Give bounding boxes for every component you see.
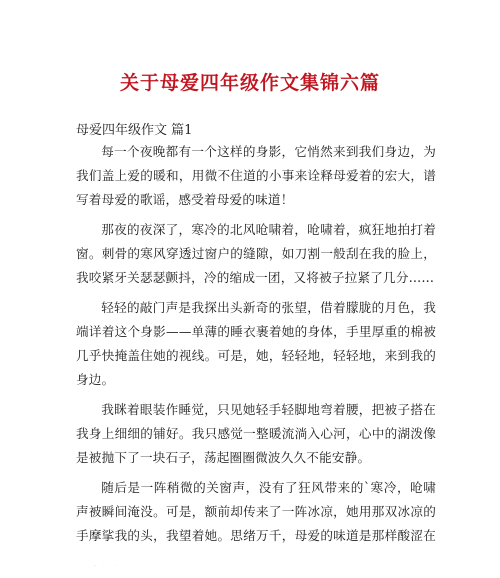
paragraph: 轻轻的敲门声是我探出头新奇的张望，借着朦胧的月色，我端详着这个身影——单薄的睡衣裹着她的身体，手里厚重的棉被几乎快掩盖住她的视线。可是，她，轻轻地，轻轻地，来到我的身边。 (76, 300, 436, 387)
paragraph: 那夜的夜深了，寒冷的北风呛啸着，呛啸着，疯狂地拍打着窗。刺骨的寒风穿透过窗户的缝隙，如刀割一般刮在我的脸上，我咬紧牙关瑟瑟颤抖，冷的缩成一团，又将被子拉紧了几分…… (76, 222, 436, 285)
article-body (76, 140, 436, 578)
paragraph: 每一个夜晚都有一个这样的身影，它悄然来到我们身边，为我们盖上爱的暖和，用微不住道的小事来诠释母爱着的宏大，谱写着母爱的歌谣，感受着母爱的味道！ (76, 144, 436, 207)
document-title: 关于母爱四年级作文集锦六篇 (119, 72, 380, 94)
paragraph: 随后是一阵稍微的关窗声，没有了狂风带来的`寒冷，呛啸声被瞬间淹没。可是，额前却传来了一阵冰凉，她用那双冰凉的手摩挲我的头，我望着她。思绪万千，母爱的味道是那样酸涩在 (76, 480, 436, 543)
paragraph: 我眯着眼装作睡觉，只见她轻手轻脚地弯着腰，把被子搭在我身上细细的铺好。我只感觉一整暖流淌入心河，心中的湖泼像是被抛下了一块石子，荡起圈圈微波久久不能安静。 (76, 402, 436, 465)
section-heading: 母爱四年级作文 篇1 (76, 123, 193, 138)
page-bottom-edge (0, 548, 500, 565)
